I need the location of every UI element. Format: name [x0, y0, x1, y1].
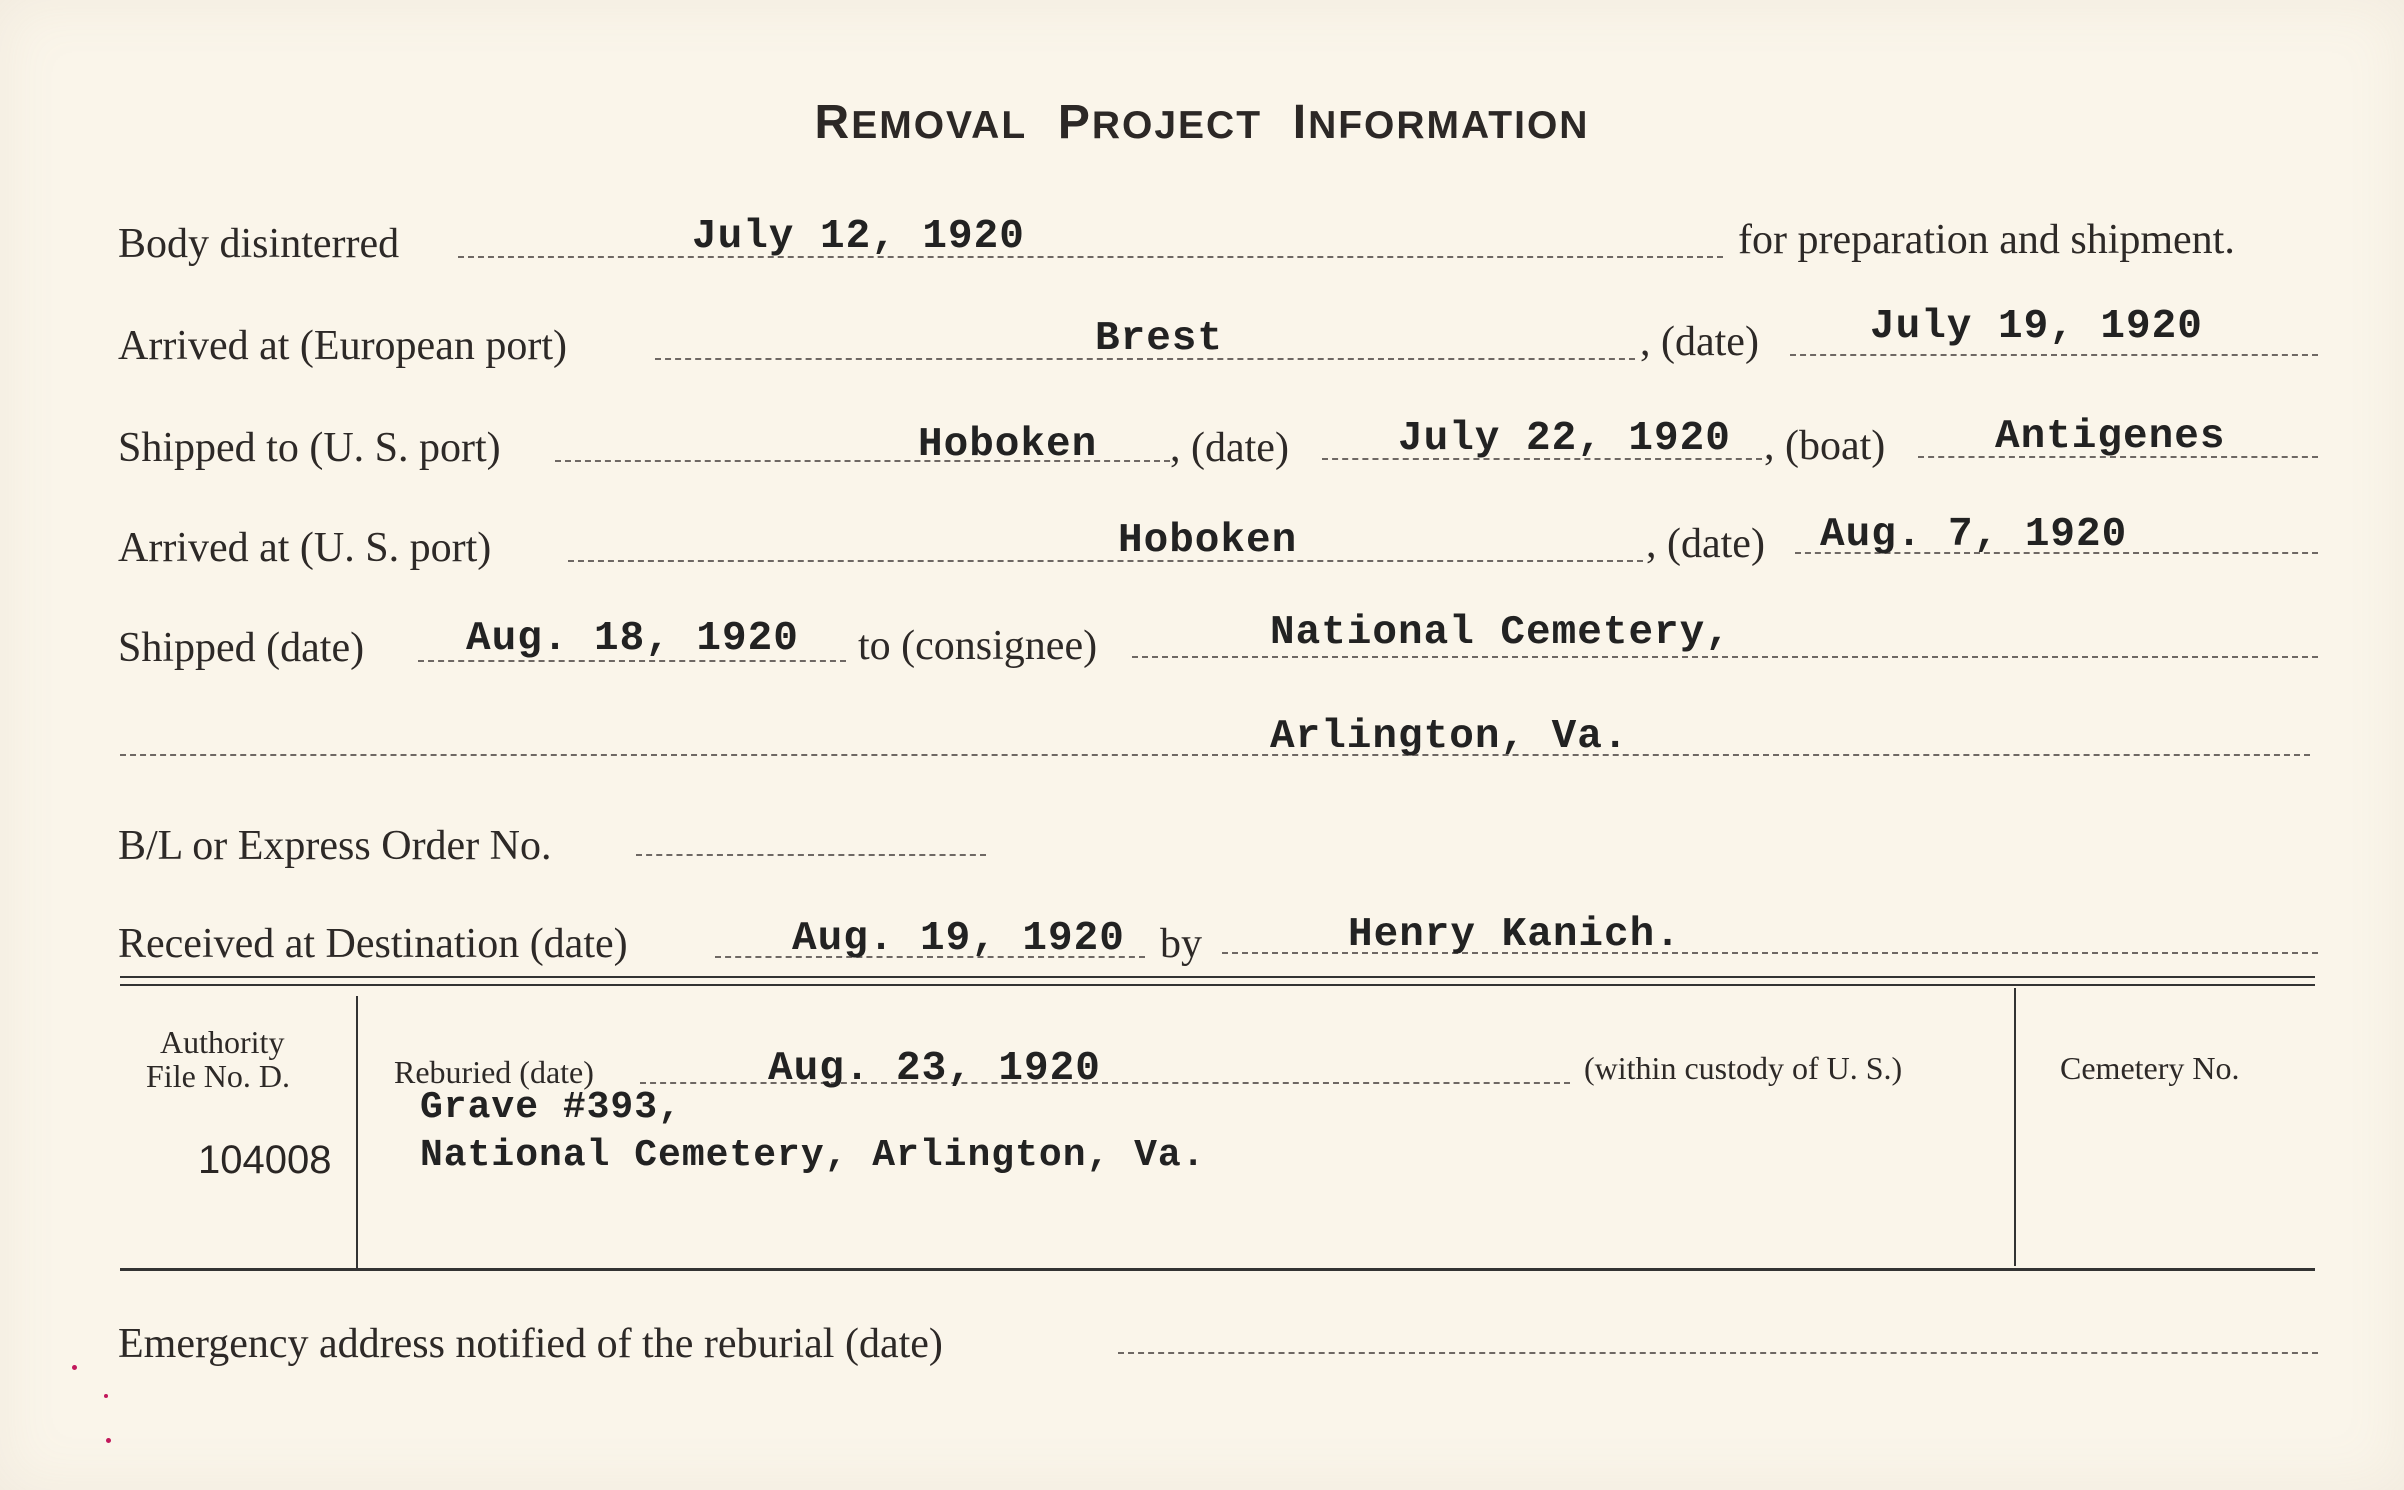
disinterred-label: Body disinterred: [118, 221, 400, 267]
ink-mark: [106, 1438, 111, 1443]
consignee-line2-rule: [120, 754, 2310, 756]
reburied-label: Reburied (date): [394, 1054, 594, 1090]
consignee-label: to (consignee): [858, 623, 1098, 669]
arrived-us-line: [568, 560, 1643, 562]
shipped-us-date: July 22, 1920: [1398, 416, 1731, 462]
shipped-us-label: Shipped to (U. S. port): [118, 425, 501, 471]
box-divider-right: [2014, 988, 2016, 1266]
card-title: REMOVAL PROJECT INFORMATION: [814, 96, 1590, 149]
shipped-date-value: Aug. 18, 1920: [466, 616, 799, 662]
received-label: Received at Destination (date): [118, 921, 628, 967]
file-number: 104008: [198, 1138, 332, 1182]
arrived-us-label: Arrived at (U. S. port): [118, 525, 492, 571]
arrived-european-label: Arrived at (European port): [118, 323, 567, 369]
bl-order-label: B/L or Express Order No.: [118, 823, 552, 869]
grave-line2: National Cemetery, Arlington, Va.: [420, 1134, 1206, 1177]
consignee-line: [1132, 656, 2318, 658]
authority-label-line1: Authority: [160, 1024, 285, 1060]
grave-line1: Grave #393,: [420, 1086, 682, 1129]
cemetery-no-label: Cemetery No.: [2060, 1050, 2240, 1086]
consignee-line2: Arlington, Va.: [1270, 714, 1629, 760]
emergency-line: [1118, 1352, 2318, 1354]
shipped-us-boat: Antigenes: [1995, 414, 2226, 460]
arrived-european-date: July 19, 1920: [1870, 304, 2203, 350]
emergency-label: Emergency address notified of the reburial (date): [118, 1321, 943, 1367]
shipped-date-label: Shipped (date): [118, 625, 365, 671]
disinterred-line: [458, 256, 1723, 258]
box-divider-left: [356, 996, 358, 1270]
authority-label-line2: File No. D.: [146, 1058, 290, 1094]
received-date: Aug. 19, 1920: [792, 916, 1125, 962]
box-top-rule-2: [120, 984, 2315, 986]
arrived-us-date: Aug. 7, 1920: [1820, 512, 2128, 558]
received-by-value: Henry Kanich.: [1348, 912, 1681, 958]
shipped-us-date-label: , (date): [1170, 425, 1289, 471]
arrived-european-port: Brest: [1095, 316, 1224, 362]
arrived-us-date-label: , (date): [1646, 521, 1765, 567]
custody-label: (within custody of U. S.): [1584, 1050, 1903, 1086]
box-top-rule-1: [120, 976, 2315, 978]
reburied-value: Aug. 23, 1920: [768, 1046, 1101, 1092]
arrived-european-date-label: , (date): [1640, 319, 1759, 365]
disinterred-suffix: for preparation and shipment.: [1738, 217, 2235, 263]
ink-mark: [72, 1365, 77, 1370]
received-by-label: by: [1160, 921, 1202, 967]
disinterred-value: July 12, 1920: [692, 214, 1025, 260]
consignee-line1: National Cemetery,: [1270, 610, 1731, 656]
box-bottom-rule: [120, 1268, 2315, 1271]
arrived-us-port: Hoboken: [1118, 518, 1298, 564]
shipped-us-port: Hoboken: [918, 422, 1098, 468]
arrived-european-date-line: [1790, 354, 2318, 356]
shipped-us-boat-label: , (boat): [1764, 423, 1886, 469]
ink-mark: [104, 1394, 108, 1398]
bl-order-line: [636, 854, 986, 856]
